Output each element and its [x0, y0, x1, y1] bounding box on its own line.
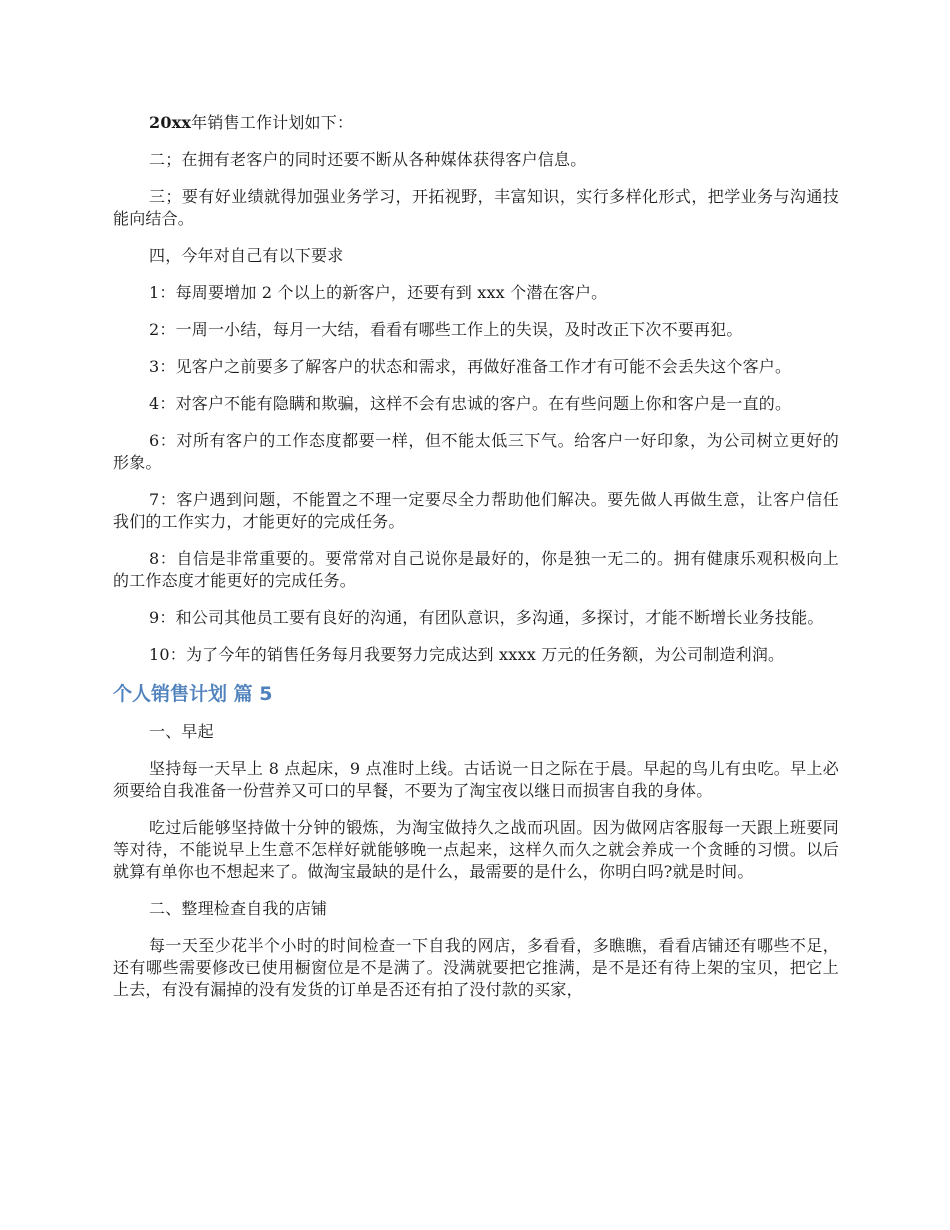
requirement-10: 10：为了今年的销售任务每月我要努力完成达到 xxxx 万元的任务额，为公司制造利润。 [149, 645, 785, 664]
subheading-check-shop: 二、整理检查自我的店铺 [149, 899, 328, 918]
section-heading: 个人销售计划 篇 5 [113, 683, 273, 705]
early-rise-paragraph: 坚持每一天早上 8 点起床，9 点准时上线。古话说一日之际在于晨。早起的鸟儿有虫吃。早上必须要给自我准备一份营养又可口的早餐，不要为了淘宝夜以继日而损害自我的身体。 [113, 759, 839, 800]
plan-item-4: 四，今年对自己有以下要求 [149, 246, 344, 265]
exercise-paragraph: 吃过后能够坚持做十分钟的锻炼，为淘宝做持久之战而巩固。因为做网店客服每一天跟上班要同等对待，不能说早上生意不怎样好就能够晚一点起来，这样久而久之就会养成一个贪睡的习惯。以后就算有单你也不想起来了。做淘宝最缺的是什么，最需要的是什么，你明白吗?就是时间。 [113, 818, 839, 881]
requirement-4: 4：对客户不能有隐瞒和欺骗，这样不会有忠诚的客户。在有些问题上你和客户是一直的。 [149, 394, 792, 413]
check-shop-paragraph: 每一天至少花半个小时的时间检查一下自我的网店，多看看，多瞧瞧，看看店铺还有哪些不足，还有哪些需要修改已使用橱窗位是不是满了。没满就要把它推满，是不是还有待上架的宝贝，把它上上去，有没有漏掉的没有发货的订单是否还有拍了没付款的买家， [113, 936, 839, 999]
requirement-6: 6：对所有客户的工作态度都要一样，但不能太低三下气。给客户一好印象，为公司树立更好的形象。 [113, 431, 839, 472]
requirement-7: 7：客户遇到问题，不能置之不理一定要尽全力帮助他们解决。要先做人再做生意，让客户信任我们的工作实力，才能更好的完成任务。 [113, 490, 839, 531]
document-body [113, 112, 839, 1016]
plan-item-3: 三；要有好业绩就得加强业务学习，开拓视野，丰富知识，实行多样化形式，把学业务与沟通技能向结合。 [113, 187, 839, 228]
intro-text: 年销售工作计划如下： [191, 113, 354, 132]
requirement-8: 8：自信是非常重要的。要常常对自己说你是最好的，你是独一无二的。拥有健康乐观积极向上的工作态度才能更好的完成任务。 [113, 549, 839, 590]
requirement-2: 2：一周一小结，每月一大结，看看有哪些工作上的失误，及时改正下次不要再犯。 [149, 320, 743, 339]
requirement-3: 3：见客户之前要多了解客户的状态和需求，再做好准备工作才有可能不会丢失这个客户。 [149, 357, 792, 376]
requirement-9: 9：和公司其他员工要有良好的沟通，有团队意识，多沟通，多探讨，才能不断增长业务技能。 [149, 608, 824, 627]
intro-year: 20xx [149, 113, 192, 132]
intro-paragraph [113, 112, 839, 134]
requirement-1: 1：每周要增加 2 个以上的新客户，还要有到 xxx 个潜在客户。 [149, 283, 608, 302]
subheading-early-rise: 一、早起 [149, 722, 214, 741]
plan-item-2: 二；在拥有老客户的同时还要不断从各种媒体获得客户信息。 [149, 150, 587, 169]
